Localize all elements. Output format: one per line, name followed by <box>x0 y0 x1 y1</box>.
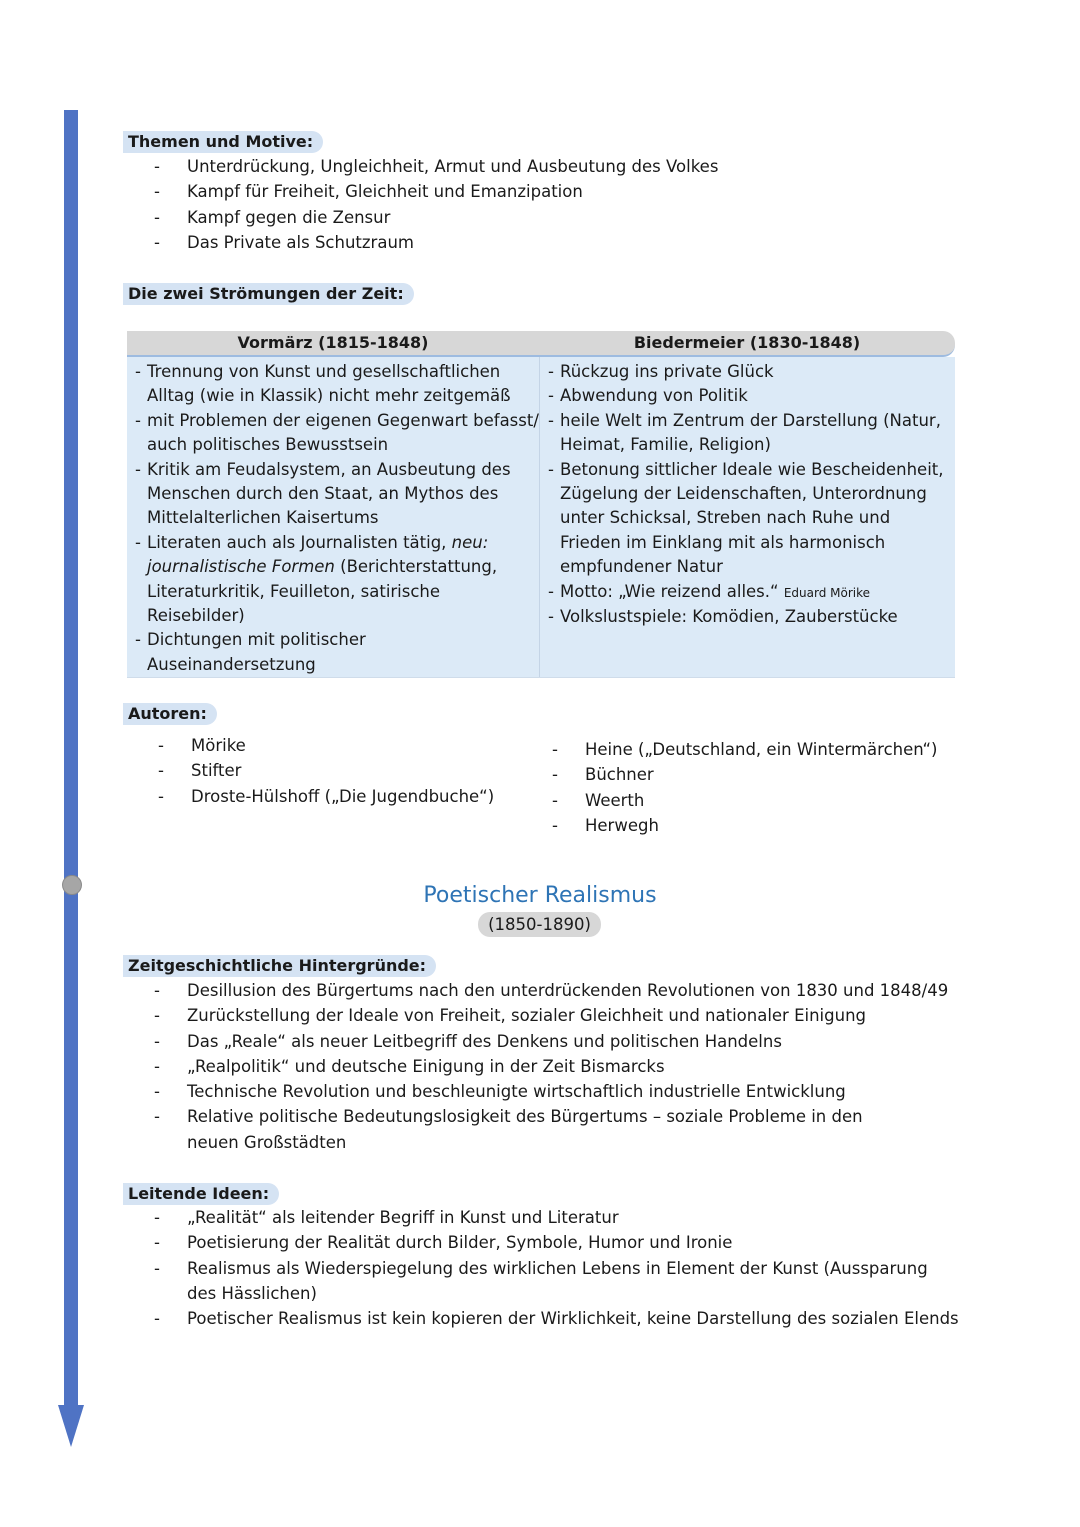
table-line: - Trennung von Kunst und gesellschaftlichen Alltag (wie in Klassik) nicht mehr zeitgemäß <box>135 360 539 409</box>
table-line: - mit Problemen der eigenen Gegenwart befasst/ auch politisches Bewusstsein <box>135 409 539 458</box>
list-item: - Unterdrückung, Ungleichheit, Armut und Ausbeutung des Volkes <box>150 154 718 179</box>
table-line <box>548 580 951 605</box>
table-line: - Betonung sittlicher Ideale wie Bescheidenheit, Zügelung der Leidenschaften, Unterordnung unter Schicksal, Streben nach Ruhe und Frieden im Einklang mit als harmonisch empfundener Natur <box>548 458 951 580</box>
timeline-arrow-icon <box>58 1405 84 1447</box>
table-line: - Dichtungen mit politischer Auseinandersetzung <box>135 628 539 677</box>
themen-list <box>150 154 718 255</box>
themen-heading: Themen und Motive: <box>123 131 323 153</box>
list-item: - Poetischer Realismus ist kein kopieren der Wirklichkeit, keine Darstellung des sozialen Elends <box>150 1306 959 1331</box>
list-item: - Realismus als Wiederspiegelung des wirklichen Lebens in Element der Kunst (Aussparung des Hässlichen) <box>150 1256 947 1307</box>
list-item: - Heine („Deutschland, ein Wintermärchen“) <box>548 737 938 762</box>
timeline-bar <box>64 110 78 1410</box>
list-item: - Poetisierung der Realität durch Bilder, Symbole, Humor und Ironie <box>150 1230 959 1255</box>
biedermeier-header: Biedermeier (1830-1848) <box>633 333 861 352</box>
list-item: - Relative politische Bedeutungslosigkeit des Bürgertums – soziale Probleme in den neuen Großstädten <box>150 1104 907 1155</box>
motto-text: Motto: „Wie reizend alles.“ <box>560 581 779 601</box>
stroemungen-heading: Die zwei Strömungen der Zeit: <box>123 283 414 305</box>
autoren-heading: Autoren: <box>123 703 217 725</box>
vormaerz-cell <box>127 357 540 677</box>
ideen-list <box>150 1205 959 1331</box>
table-line: - Abwendung von Politik <box>548 384 951 408</box>
list-item: - Kampf für Freiheit, Gleichheit und Emanzipation <box>150 179 718 204</box>
journal-text: Literaten auch als Journalisten tätig, <box>147 532 452 552</box>
table-line: - Kritik am Feudalsystem, an Ausbeutung des Menschen durch den Staat, an Mythos des Mittelalterlichen Kaisertums <box>135 458 539 531</box>
table-header <box>127 331 955 357</box>
list-item: - Desillusion des Bürgertums nach den unterdrückenden Revolutionen von 1830 und 1848/49 <box>150 978 948 1003</box>
hintergruende-list <box>150 978 948 1155</box>
journal-emphasis: neu: journalistische Formen <box>147 532 489 577</box>
section-title: Poetischer Realismus <box>423 883 657 908</box>
list-item: - Das Private als Schutzraum <box>150 230 718 255</box>
table-body <box>127 357 955 678</box>
table-line: - Rückzug ins private Glück <box>548 360 951 384</box>
section-dates: (1850-1890) <box>478 912 601 937</box>
list-item: - „Realpolitik“ und deutsche Einigung in der Zeit Bismarcks <box>150 1054 948 1079</box>
vormaerz-header: Vormärz (1815-1848) <box>237 333 429 352</box>
motto-source: Eduard Mörike <box>783 585 871 600</box>
journal-text: (Berichterstattung, Literaturkritik, Feuilleton, satirische Reisebilder) <box>147 557 498 626</box>
list-item: - Kampf gegen die Zensur <box>150 205 718 230</box>
hintergruende-heading: Zeitgeschichtliche Hintergründe: <box>123 955 436 977</box>
list-item: - Droste-Hülshoff („Die Jugendbuche“) <box>154 784 494 809</box>
list-item: - Technische Revolution und beschleunigte wirtschaftlich industrielle Entwicklung <box>150 1079 948 1104</box>
table-line: - Volkslustspiele: Komödien, Zauberstücke <box>548 605 951 629</box>
ideen-heading: Leitende Ideen: <box>123 1183 279 1205</box>
table-line <box>135 531 539 629</box>
table-line: - heile Welt im Zentrum der Darstellung (Natur, Heimat, Familie, Religion) <box>548 409 951 458</box>
list-item: - Weerth <box>548 788 938 813</box>
list-item: - Zurückstellung der Ideale von Freiheit, sozialer Gleichheit und nationaler Einigung <box>150 1003 948 1028</box>
list-item: - Büchner <box>548 762 938 787</box>
autoren-list-right <box>548 737 938 838</box>
biedermeier-cell <box>540 357 955 677</box>
list-item: - „Realität“ als leitender Begriff in Kunst und Literatur <box>150 1205 959 1230</box>
autoren-list-left <box>154 733 494 809</box>
list-item: - Herwegh <box>548 813 938 838</box>
list-item: - Mörike <box>154 733 494 758</box>
list-item: - Stifter <box>154 758 494 783</box>
list-item: - Das „Reale“ als neuer Leitbegriff des Denkens und politischen Handelns <box>150 1029 948 1054</box>
comparison-table <box>127 331 955 678</box>
